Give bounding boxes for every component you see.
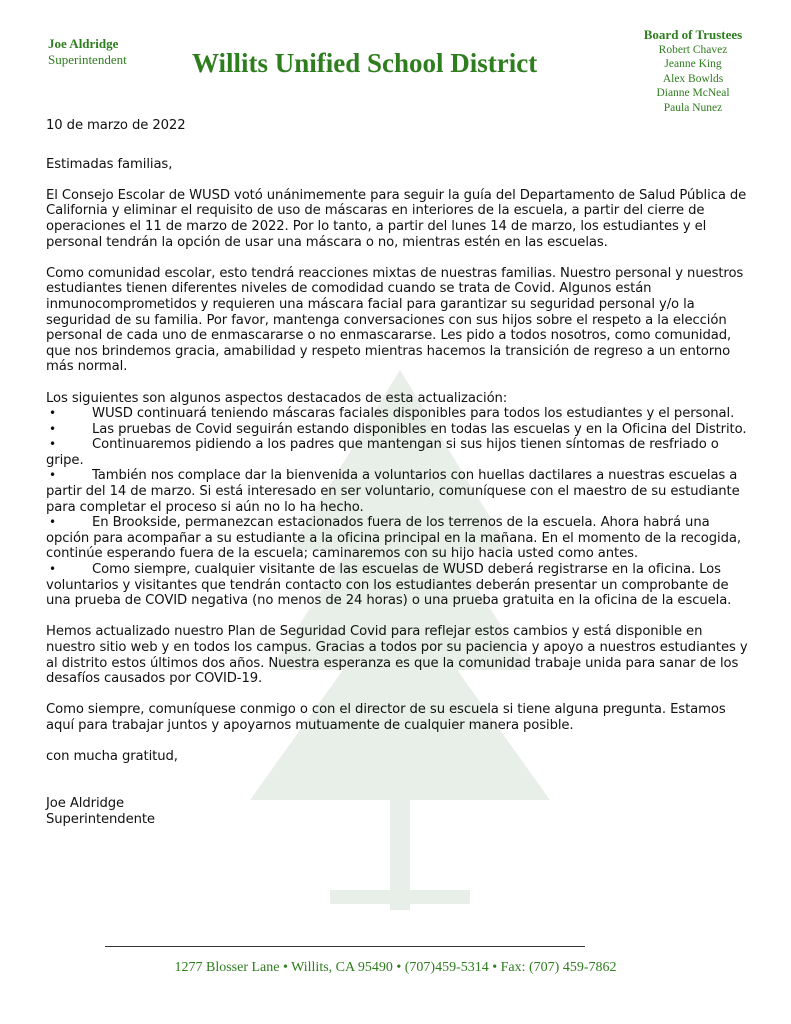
board-member: Paula Nunez	[663, 101, 723, 114]
highlights-intro: Los siguientes son algunos aspectos destacados de esta actualización:	[46, 390, 508, 406]
sender-block	[48, 36, 127, 68]
list-item	[46, 468, 751, 515]
list-item	[46, 437, 751, 468]
paragraph-2: Como comunidad escolar, esto tendrá reacciones mixtas de nuestras familias. Nuestro personal y nuestros estudiantes tienen diferentes niveles de comodidad cuando se trata de Covid. Algunos están inmunocomprometidos y requieren una máscara facial para garantizar su seguridad personal y/o la seguridad de su familia. Por favor, mantenga conversaciones con sus hijos sobre el respeto a la elección personal de cada uno de enmascararse o no enmascararse. Les pido a todos nosotros, como comunidad, que nos brindemos gracia, amabilidad y respeto mientras hacemos la transición de regreso a un entorno más normal.	[46, 265, 744, 375]
paragraph-4: Como siempre, comuníquese conmigo o con el director de su escuela si tiene alguna pregunta. Estamos aquí para trabajar juntos y apoyarnos mutuamente de cualquier manera posible.	[46, 702, 726, 733]
letter-body	[46, 118, 751, 827]
bullet-icon: •	[49, 406, 56, 421]
sender-name: Joe Aldridge	[48, 36, 119, 51]
list-item-text: WUSD continuará teniendo máscaras faciales disponibles para todos los estudiantes y el personal.	[92, 406, 735, 422]
closing: con mucha gratitud,	[46, 749, 178, 765]
signature-title: Superintendente	[46, 811, 155, 827]
bullet-icon: •	[49, 468, 56, 483]
signature-name: Joe Aldridge	[46, 795, 125, 811]
list-item	[46, 422, 751, 438]
list-item	[46, 562, 751, 609]
board-heading: Board of Trustees	[643, 27, 743, 42]
board-of-trustees	[628, 28, 758, 116]
salutation: Estimadas familias,	[46, 156, 173, 172]
footer-divider	[105, 946, 585, 947]
bullet-icon: •	[49, 515, 56, 530]
list-item	[46, 515, 751, 562]
sender-title: Superintendent	[48, 52, 127, 67]
board-member: Alex Bowlds	[662, 72, 724, 85]
district-title: Willits Unified School District	[192, 48, 538, 78]
list-item-text: Las pruebas de Covid seguirán estando disponibles en todas las escuelas y en la Oficina del Distrito.	[92, 421, 747, 437]
list-item-text: También nos complace dar la bienvenida a voluntarios con huellas dactilares a nuestras escuelas a partir del 14 de marzo. Si está interesado en ser voluntario, comuníquese con el maestro de su estudiante para completar el proceso si aún no lo ha hecho.	[46, 468, 740, 515]
paragraph-3: Hemos actualizado nuestro Plan de Seguridad Covid para reflejar estos cambios y está disponible en nuestro sitio web y en todos los campus. Gracias a todos por su paciencia y apoyo a nuestros estudiantes y al distrito estos últimos dos años. Nuestra esperanza es que la comunidad trabaje unida para sanar de los desafíos causados por COVID-19.	[46, 624, 748, 687]
list-item-text: En Brookside, permanezcan estacionados fuera de los terrenos de la escuela. Ahora habrá una opción para acompañar a su estudiante a la oficina principal en la mañana. En el momento de la recogida, continúe esperando fuera de la escuela; caminaremos con su hijo hacia usted como antes.	[46, 515, 741, 562]
bullet-icon: •	[49, 421, 56, 436]
board-member: Robert Chavez	[658, 43, 728, 56]
bullet-icon: •	[49, 437, 56, 452]
highlights-list	[46, 406, 751, 609]
footer-address: 1277 Blosser Lane • Willits, CA 95490 • (707)459-5314 • Fax: (707) 459-7862	[174, 960, 617, 975]
list-item-text: Como siempre, cualquier visitante de las escuelas de WUSD deberá registrarse en la oficina. Los voluntarios y visitantes que tendrán contacto con los estudiantes deberán presentar un comprobante de una prueba de COVID negativa (no menos de 24 horas) o una prueba gratuita en la oficina de la escuela.	[46, 562, 732, 609]
list-item	[46, 406, 751, 422]
board-member: Jeanne King	[664, 58, 722, 71]
paragraph-1: El Consejo Escolar de WUSD votó unánimemente para seguir la guía del Departamento de Salud Pública de California y eliminar el requisito de uso de máscaras en interiores de la escuela, a partir del cierre de operaciones el 11 de marzo de 2022. Por lo tanto, a partir del lunes 14 de marzo, los estudiantes y el personal tendrán la opción de usar una máscara o no, mientras estén en las escuelas.	[46, 187, 747, 250]
board-member: Dianne McNeal	[656, 87, 730, 100]
list-item-text: Continuaremos pidiendo a los padres que mantengan si sus hijos tienen síntomas de resfriado o gripe.	[46, 437, 719, 468]
letter-date: 10 de marzo de 2022	[46, 118, 186, 133]
bullet-icon: •	[49, 562, 56, 577]
